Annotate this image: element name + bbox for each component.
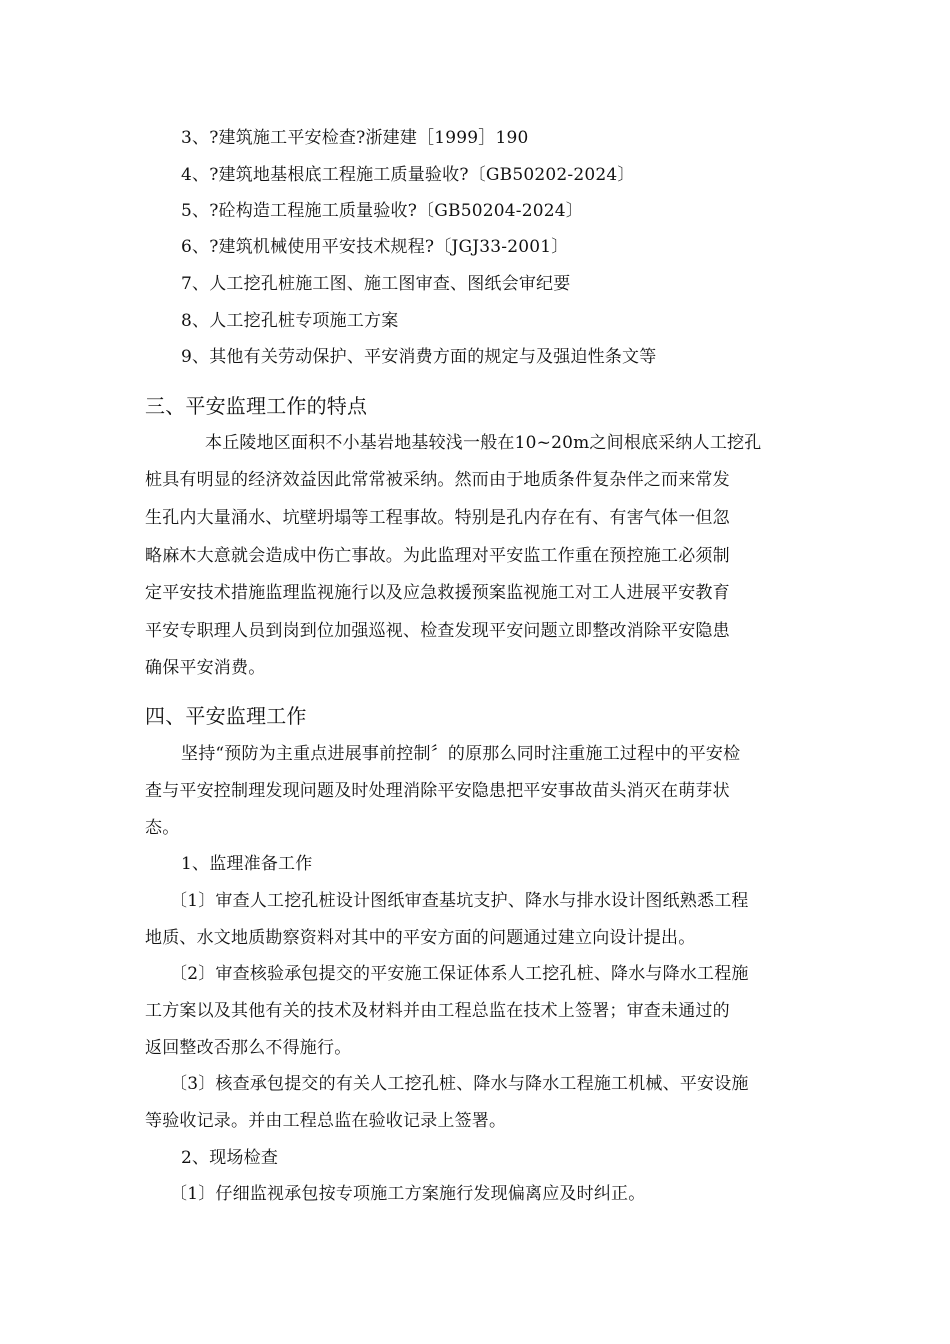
reference-item: 8、人工挖孔桩专项施工方案 [181, 311, 399, 331]
sub-heading: 2、现场检查 [181, 1148, 279, 1168]
item-line: 工方案以及其他有关的技术及材料并由工程总监在技术上签署；审查未通过的 [145, 1001, 730, 1021]
item-line: 地质、水文地质勘察资料对其中的平安方面的问题通过建立向设计提出。 [145, 928, 696, 948]
section-heading: 三、平安监理工作的特点 [145, 394, 368, 418]
reference-item: 4、?建筑地基根底工程施工质量验收?〔GB50202-2024〕 [181, 165, 635, 185]
item-line: 等验收记录。并由工程总监在验收记录上签署。 [145, 1111, 507, 1131]
item-line: 〔1〕仔细监视承包按专项施工方案施行发现偏离应及时纠正。 [170, 1184, 646, 1204]
paragraph-line: 查与平安控制理发现问题及时处理消除平安隐患把平安事故苗头消灭在萌芽状 [145, 781, 730, 801]
item-line: 〔1〕审查人工挖孔桩设计图纸审查基坑支护、降水与排水设计图纸熟悉工程 [170, 891, 749, 911]
item-line: 〔2〕审查核验承包提交的平安施工保证体系人工挖孔桩、降水与降水工程施 [170, 964, 749, 984]
paragraph-line: 生孔内大量涌水、坑壁坍塌等工程事故。特别是孔内存在有、有害气体一但忽 [145, 508, 730, 528]
paragraph-line: 坚持“预防为主重点进展事前控制〞的原那么同时注重施工过程中的平安检 [181, 744, 741, 764]
paragraph-line: 桩具有明显的经济效益因此常常被采纳。然而由于地质条件复杂伴之而来常发 [145, 470, 730, 490]
paragraph-line: 本丘陵地区面积不小基岩地基较浅一般在10~20m之间根底采纳人工挖孔 [205, 433, 762, 453]
item-line: 〔3〕核查承包提交的有关人工挖孔桩、降水与降水工程施工机械、平安设施 [170, 1074, 749, 1094]
paragraph-line: 平安专职理人员到岗到位加强巡视、检查发现平安问题立即整改消除平安隐患 [145, 621, 730, 641]
paragraph-line: 略麻木大意就会造成中伤亡事故。为此监理对平安监工作重在预控施工必须制 [145, 546, 730, 566]
item-line: 返回整改否那么不得施行。 [145, 1038, 352, 1058]
reference-item: 7、人工挖孔桩施工图、施工图审查、图纸会审纪要 [181, 274, 571, 294]
sub-heading: 1、监理准备工作 [181, 854, 313, 874]
reference-item: 6、?建筑机械使用平安技术规程?〔JGJ33-2001〕 [181, 237, 569, 257]
paragraph-line: 确保平安消费。 [145, 658, 266, 678]
paragraph-line: 态。 [145, 818, 180, 838]
section-heading: 四、平安监理工作 [145, 704, 307, 728]
reference-item: 9、其他有关劳动保护、平安消费方面的规定与及强迫性条文等 [181, 347, 657, 367]
paragraph-line: 定平安技术措施监理监视施行以及应急救援预案监视施工对工人进展平安教育 [145, 583, 730, 603]
reference-item: 3、?建筑施工平安检查?浙建建［1999］190 [181, 128, 529, 148]
reference-item: 5、?砼构造工程施工质量验收?〔GB50204-2024〕 [181, 201, 584, 221]
